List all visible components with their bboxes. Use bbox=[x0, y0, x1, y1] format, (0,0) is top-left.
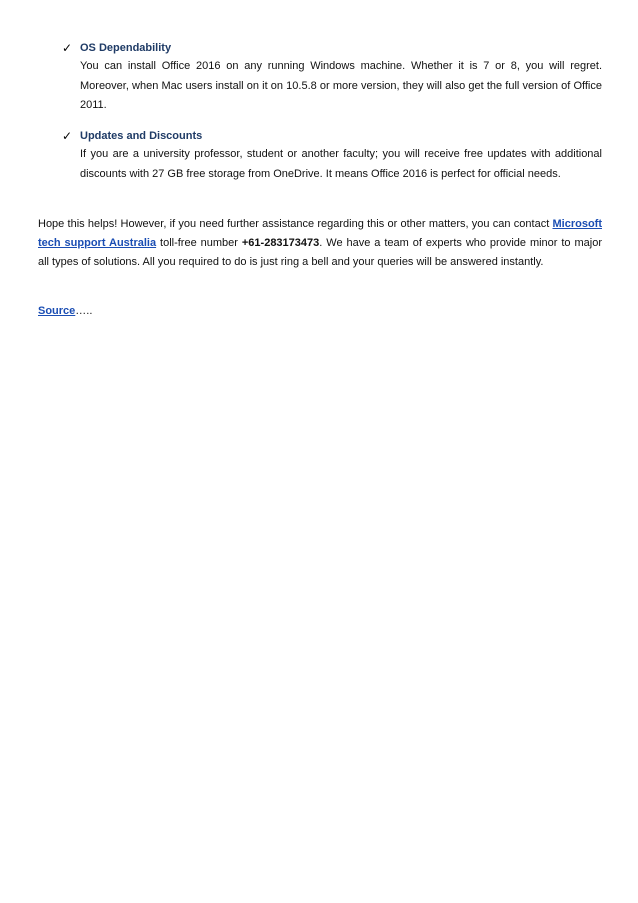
source-line bbox=[38, 303, 92, 320]
phone-number: +61-283173473 bbox=[241, 237, 320, 249]
closing-mid-text: toll-free number bbox=[156, 237, 242, 249]
check-mark-icon: ✓ bbox=[62, 129, 73, 143]
item-heading: OS Dependability bbox=[80, 42, 172, 54]
closing-paragraph bbox=[38, 215, 602, 272]
source-link[interactable]: Source bbox=[38, 305, 76, 317]
item-heading: Updates and Discounts bbox=[80, 130, 203, 142]
check-mark-icon: ✓ bbox=[62, 41, 73, 55]
closing-rest-text: . We have a team of experts who provide minor to major all types of solutions. All you required to do is just ring a bell and your queries will be answered instantly. bbox=[38, 237, 602, 268]
item-paragraph: You can install Office 2016 on any running Windows machine. Whether it is 7 or 8, you will regret. Moreover, when Mac users install on it on 10.5.8 or more version, they will also get the full version of Office 2011. bbox=[80, 60, 602, 111]
closing-intro-text: Hope this helps! However, if you need further assistance regarding this or other matters, you can contact bbox=[38, 218, 553, 230]
source-suffix: ….. bbox=[75, 305, 93, 317]
microsoft-support-link[interactable]: Microsoft tech support Australia bbox=[38, 218, 602, 249]
item-paragraph: If you are a university professor, student or another faculty; you will receive free updates with additional discounts with 27 GB free storage from OneDrive. It means Office 2016 is perfect for official needs. bbox=[80, 148, 602, 180]
